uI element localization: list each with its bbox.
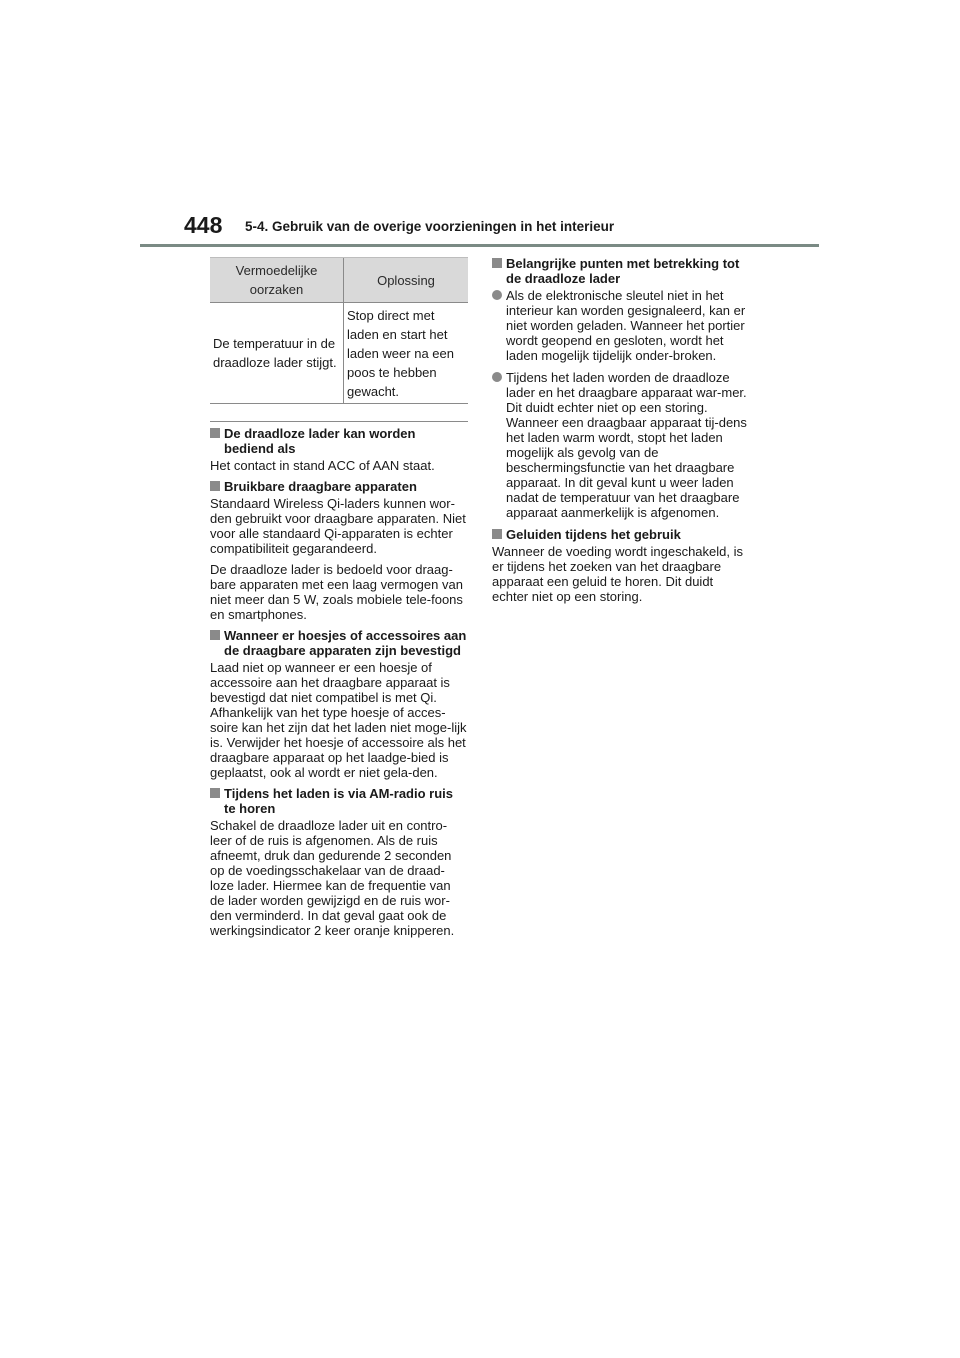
round-bullet-icon — [492, 290, 502, 300]
table-cell-solution: Stop direct met laden en start het laden weer na een poos te hebben gewacht. — [344, 303, 469, 404]
section-heading — [492, 256, 750, 286]
square-bullet-icon — [210, 481, 220, 491]
paragraph: Laad niet op wanneer er een hoesje of accessoire aan het draagbare apparaat is bevestigd dat niet compatibel is met Qi. Afhankelijk van het type hoesje of acces-soire kan het zijn dat het laden niet moge-lijk is. Verwijder het hoesje of accessoire als het draagbare apparaat op het laadge-bied is geplaatst, ook al wordt er niet gela-den. — [210, 660, 467, 780]
section-heading — [210, 786, 468, 816]
page-number: 448 — [184, 212, 223, 238]
bullet-text: Tijdens het laden worden de draadloze lader en het draagbare apparaat war-mer. Dit duidt echter niet op een storing. Wanneer een draagbaar apparaat tij-dens het laden warm wordt, stopt het laden mogelijk als gevolg van de beschermingsfunctie van het draagbare apparaat. In dit geval kunt u weer laden nadat de temperatuur van het draagbare apparaat aanmerkelijk is afgenomen. — [506, 370, 747, 520]
section-operation-conditions — [210, 426, 468, 473]
section-usable-devices — [210, 479, 468, 622]
table-header-row — [210, 258, 468, 303]
table-row — [210, 303, 468, 404]
left-column — [210, 426, 468, 944]
paragraph: De draadloze lader is bedoeld voor draag-bare apparaten met een laag vermogen van niet meer dan 5 W, zoals mobiele tele-foons en smartphones. — [210, 562, 463, 622]
heading-text: Tijdens het laden is via AM-radio ruis te horen — [224, 786, 453, 816]
paragraph: Het contact in stand ACC of AAN staat. — [210, 458, 435, 473]
heading-text: Wanneer er hoesjes of accessoires aan de draagbare apparaten zijn bevestigd — [224, 628, 467, 658]
paragraph: Wanneer de voeding wordt ingeschakeld, is er tijdens het zoeken van het draagbare apparaat een geluid te horen. Dit duidt echter niet op een storing. — [492, 544, 743, 604]
right-column — [492, 256, 750, 610]
list-item — [492, 288, 750, 363]
list-item — [492, 370, 750, 520]
paragraph: Schakel de draadloze lader uit en contro-leer of de ruis is afgenomen. Als de ruis afneemt, druk dan gedurende 2 seconden op de voedingsschakelaar van de draad-loze lader. Hiermee kan de frequentie van de lader worden gewijzigd en de ruis wor-den verminderd. In dat geval gaat ook de werkingsindicator 2 keer oranje knipperen. — [210, 818, 455, 938]
causes-table — [210, 257, 468, 404]
table-header-cause: Vermoedelijke oorzaken — [210, 258, 344, 303]
section-heading — [210, 426, 468, 456]
heading-text: De draadloze lader kan worden bediend als — [224, 426, 416, 456]
section-heading — [492, 527, 750, 542]
square-bullet-icon — [210, 630, 220, 640]
section-heading — [210, 628, 468, 658]
heading-text: Bruikbare draagbare apparaten — [224, 479, 417, 494]
square-bullet-icon — [492, 258, 502, 268]
section-cases-accessories — [210, 628, 468, 780]
section-sounds-during-use — [492, 527, 750, 604]
paragraph: Standaard Wireless Qi-laders kunnen wor-den gebruikt voor draagbare apparaten. Niet voor alle standaard Qi-apparaten is echter compatibiliteit gegarandeerd. — [210, 496, 466, 556]
bullet-text: Als de elektronische sleutel niet in het interieur kan worden gesignaleerd, kan er niet worden geladen. Wanneer het portier wordt geopend en gesloten, wordt het laden mogelijk tijdelijk onder-broken. — [506, 288, 746, 363]
round-bullet-icon — [492, 372, 502, 382]
square-bullet-icon — [210, 428, 220, 438]
table-header-solution: Oplossing — [344, 258, 469, 303]
square-bullet-icon — [492, 529, 502, 539]
square-bullet-icon — [210, 788, 220, 798]
chapter-title: 5-4. Gebruik van de overige voorzieningen in het interieur — [245, 219, 615, 234]
table-bottom-rule — [210, 421, 468, 422]
section-heading — [210, 479, 468, 494]
heading-text: Geluiden tijdens het gebruik — [506, 527, 681, 542]
table-cell-cause: De temperatuur in de draadloze lader stijgt. — [210, 303, 344, 404]
header-rule — [140, 244, 819, 247]
section-am-radio-noise — [210, 786, 468, 938]
heading-text: Belangrijke punten met betrekking tot de draadloze lader — [506, 256, 740, 286]
section-important-points — [492, 256, 750, 520]
